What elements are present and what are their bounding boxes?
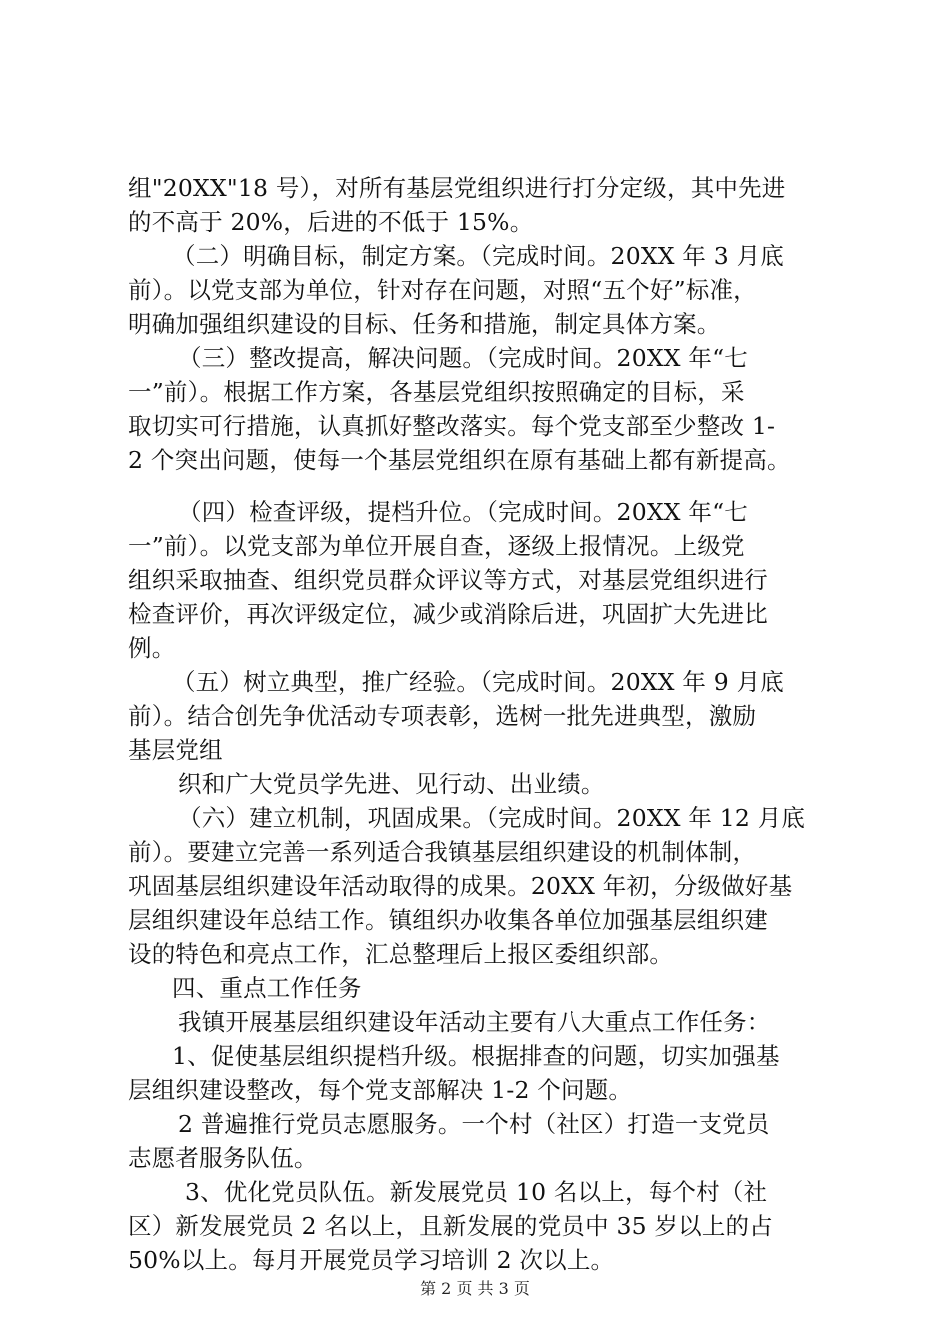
body-line: 的不高于 20%，后进的不低于 15%。 xyxy=(128,208,534,236)
body-line: 我镇开展基层组织建设年活动主要有八大重点工作任务： xyxy=(178,1008,771,1036)
body-line: 志愿者服务队伍。 xyxy=(128,1144,318,1172)
body-line: 例。 xyxy=(128,634,176,662)
body-line: 前）。要建立完善一系列适合我镇基层组织建设的机制体制， xyxy=(128,838,757,866)
body-line: 设的特色和亮点工作，汇总整理后上报区委组织部。 xyxy=(128,940,674,968)
body-line: （五）树立典型，推广经验。（完成时间。20XX 年 9 月底 xyxy=(172,668,784,696)
body-line: 前）。以党支部为单位，针对存在问题，对照“五个好”标准， xyxy=(128,276,757,304)
body-line: 一”前）。以党支部为单位开展自查，逐级上报情况。上级党 xyxy=(128,532,745,560)
body-line: （四）检查评级，提档升位。（完成时间。20XX 年“七 xyxy=(178,498,748,526)
body-line: 前）。结合创先争优活动专项表彰，选树一批先进典型，激励 xyxy=(128,702,757,730)
body-line: （二）明确目标，制定方案。（完成时间。20XX 年 3 月底 xyxy=(172,242,784,270)
body-line: （六）建立机制，巩固成果。（完成时间。20XX 年 12 月底 xyxy=(178,804,806,832)
body-line: 层组织建设年总结工作。镇组织办收集各单位加强基层组织建 xyxy=(128,906,768,934)
body-line: 取切实可行措施，认真抓好整改落实。每个党支部至少整改 1- xyxy=(128,412,776,440)
page-footer: 第 2 页 共 3 页 xyxy=(420,1279,530,1298)
body-line: 织和广大党员学先进、见行动、出业绩。 xyxy=(178,770,605,798)
body-line: 检查评价，再次评级定位，减少或消除后进，巩固扩大先进比 xyxy=(128,600,768,628)
body-line: （三）整改提高，解决问题。（完成时间。20XX 年“七 xyxy=(178,344,748,372)
body-line: 区）新发展党员 2 名以上，且新发展的党员中 35 岁以上的占 xyxy=(128,1212,773,1240)
body-line: 2 普遍推行党员志愿服务。一个村（社区）打造一支党员 xyxy=(178,1110,770,1138)
body-line: 层组织建设整改，每个党支部解决 1-2 个问题。 xyxy=(128,1076,633,1104)
body-line: 巩固基层组织建设年活动取得的成果。20XX 年初，分级做好基 xyxy=(128,872,793,900)
body-line: 组"20XX"18 号），对所有基层党组织进行打分定级，其中先进 xyxy=(128,174,786,202)
body-line: 1、促使基层组织提档升级。根据排查的问题，切实加强基 xyxy=(172,1042,780,1070)
body-line: 3、优化党员队伍。新发展党员 10 名以上，每个村（社 xyxy=(185,1178,768,1206)
body-line: 基层党组 xyxy=(128,736,223,764)
section-heading: 四、重点工作任务 xyxy=(172,974,362,1002)
body-line: 一”前）。根据工作方案，各基层党组织按照确定的目标，采 xyxy=(128,378,745,406)
body-line: 2 个突出问题，使每一个基层党组织在原有基础上都有新提高。 xyxy=(128,446,791,474)
body-line: 明确加强组织建设的目标、任务和措施，制定具体方案。 xyxy=(128,310,721,338)
body-line: 50%以上。每月开展党员学习培训 2 次以上。 xyxy=(128,1246,615,1274)
body-line: 组织采取抽查、组织党员群众评议等方式，对基层党组织进行 xyxy=(128,566,768,594)
